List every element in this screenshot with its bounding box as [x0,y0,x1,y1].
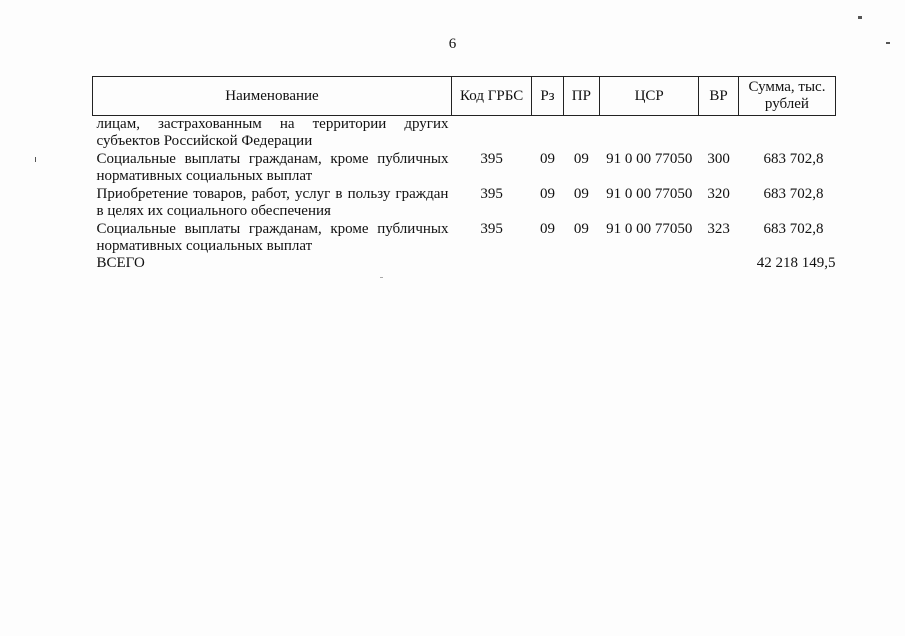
row-csr: 91 0 00 77050 [606,151,693,167]
scan-speck [35,157,36,162]
total-label: ВСЕГО [96,255,145,271]
row-vr: 323 [707,221,730,237]
row-vr: 320 [707,186,730,202]
row-code: 395 [480,151,503,167]
table-row [93,185,836,220]
row-vr: 300 [707,151,730,167]
header-vr: ВР [699,77,739,116]
budget-table [92,76,836,272]
header-csr: ЦСР [600,77,699,116]
header-pr: ПР [563,77,600,116]
row-sum: 683 702,8 [763,186,824,202]
table-header-row [93,77,836,116]
header-code: Код ГРБС [451,77,531,116]
total-sum: 42 218 149,5 [756,255,836,271]
row-code: 395 [480,186,503,202]
row-pr: 09 [573,151,589,167]
table-row [93,220,836,255]
row-pr: 09 [573,186,589,202]
header-rz: Рз [532,77,563,116]
continuation-row [93,116,836,151]
header-name: Наименование [93,77,452,116]
row-name: Социальные выплаты гражданам, кроме публичных нормативных социальных выплат [96,221,449,254]
page-number: 6 [448,36,457,52]
row-sum: 683 702,8 [763,151,824,167]
scan-speck [380,277,383,278]
row-rz: 09 [539,221,555,237]
row-sum: 683 702,8 [763,221,824,237]
row-name: Приобретение товаров, работ, услуг в пользу граждан в целях их социального обеспечения [96,186,449,219]
row-name: Социальные выплаты гражданам, кроме публичных нормативных социальных выплат [96,151,449,184]
row-code: 395 [480,221,503,237]
row-csr: 91 0 00 77050 [606,221,693,237]
row-rz: 09 [539,151,555,167]
row-csr: 91 0 00 77050 [606,186,693,202]
total-row [93,255,836,272]
continuation-text: лицам, застрахованным на территории других субъектов Российской Федерации [96,116,449,149]
row-pr: 09 [573,221,589,237]
table-row [93,150,836,185]
scan-speck [886,42,890,44]
row-rz: 09 [539,186,555,202]
scan-speck [858,16,862,19]
header-sum: Сумма, тыс. рублей [738,77,835,116]
